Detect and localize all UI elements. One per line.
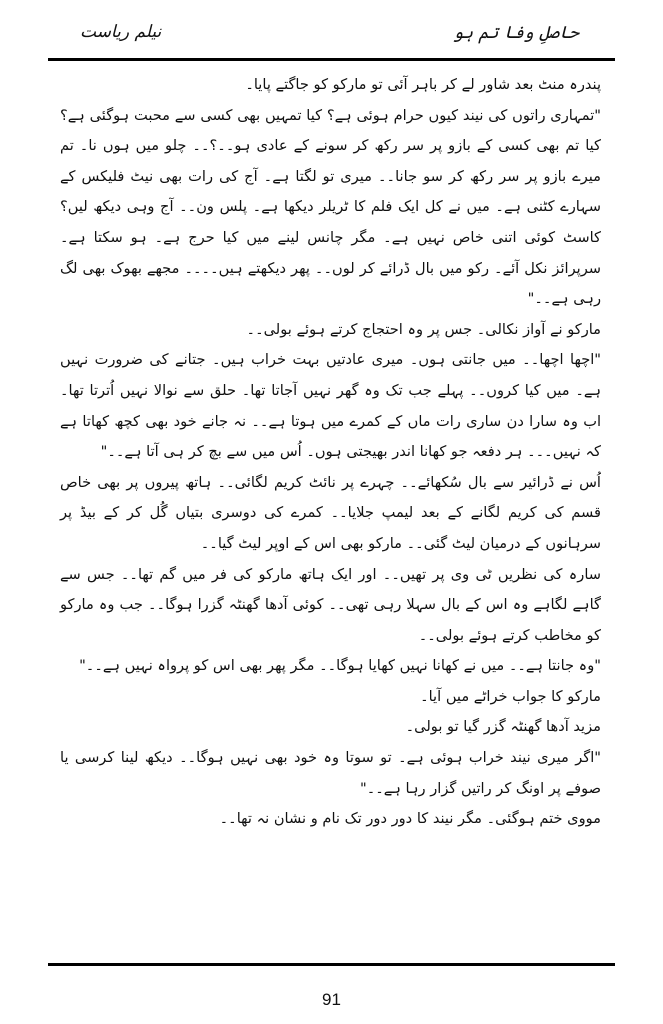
paragraph: مارکو کا جواب خراٹے میں آیا۔	[420, 687, 601, 705]
paragraph: سارہ کی نظریں ٹی وی پر تھیں۔۔ اور ایک ہاتھ مارکو کی فر میں گم تھا۔۔ جس سے گاہے لگاہے وہ اس کے بال سہلا رہی تھی۔۔ کوئی آدھا گھنٹہ گزرا ہوگا۔۔ جب وہ مارکو کو مخاطب کرتے ہوئے بولی۔۔	[60, 565, 601, 644]
paragraph: "اچھا اچھا۔۔ میں جانتی ہوں۔ میری عادتیں بہت خراب ہیں۔ جتانے کی ضرورت نہیں ہے۔ میں کیا کروں۔۔ پہلے جب تک وہ گھر نہیں آجاتا تھا۔ حلق سے نوالا نہیں اُترتا تھا۔ اب وہ سارا دن ساری رات ماں کے کمرے میں ہوتا ہے۔۔ نہ جانے خود بھی کچھ کھاتا ہے کہ نہیں۔۔۔ ہر دفعہ جو کھانا اندر بھیجتی ہوں۔ اُس میں سے بچ کر ہی آتا ہے۔۔"	[60, 351, 601, 461]
paragraph: مارکو نے آواز نکالی۔ جس پر وہ احتجاج کرتے ہوئے بولی۔۔	[246, 320, 601, 338]
paragraph: مووی ختم ہوگئی۔ مگر نیند کا دور دور تک نام و نشان نہ تھا۔۔	[219, 810, 601, 828]
page-body	[60, 70, 601, 835]
paragraph: مزید آدھا گھنٹہ گزر گیا تو بولی۔	[405, 718, 601, 736]
footer-divider	[48, 963, 615, 966]
paragraph: پندرہ منٹ بعد شاور لے کر باہر آئی تو مارکو کو جاگتے پایا۔	[245, 76, 601, 93]
page-number: 91	[322, 990, 341, 1009]
paragraph: اُس نے ڈرائیر سے بال سُکھائے۔۔ چہرے پر نائٹ کریم لگائی۔۔ ہاتھ پیروں پر بھی خاص قسم کی کریم لگانے کے بعد لیمپ جلایا۔۔ کمرے کی دوسری بتیاں گُل کر کے بیڈ پر سرہانوں کے درمیان لیٹ گئی۔۔ مارکو بھی اس کے اوپر لیٹ گیا۔۔	[60, 473, 601, 552]
page-header	[60, 14, 603, 54]
paragraph: "اگر میری نیند خراب ہوئی ہے۔ تو سوتا وہ خود بھی نہیں ہوگا۔۔ دیکھ لینا کرسی یا صوفے پر اونگ کر راتیں گزار رہا ہے۔۔"	[60, 749, 601, 797]
paragraph: "وہ جانتا ہے۔۔ میں نے کھانا نہیں کھایا ہوگا۔۔ مگر پھر بھی اس کو پرواہ نہیں ہے۔۔"	[79, 657, 601, 675]
book-title: حاصلِ وفا تم ہو	[453, 23, 579, 43]
author-name: نیلم ریاست	[80, 22, 162, 42]
paragraph: "تمہاری راتوں کی نیند کیوں حرام ہوئی ہے؟ کیا تمہیں بھی کسی سے محبت ہوگئی ہے؟ کیا تم بھی کسی کے بازو پر سر رکھ کر سونے کے عادی ہو۔۔؟۔۔ چلو میں ہوں نا۔ تم میرے بازو پر سر رکھ کر سو جانا۔۔ میری تو لگتا ہے۔ آج کی رات بھی نیٹ فلیکس کے سہارے کٹنی ہے۔ میں نے کل ایک فلم کا ٹریلر دیکھا ہے۔ پلس ون۔۔ آج وہی دیکھ لیں؟ کاسٹ کوئی اتنی خاص نہیں ہے۔ مگر چانس لینے میں کیا حرج ہے۔ ہو سکتا ہے۔ سرپرائز نکل آئے۔ رکو میں بال ڈرائے کر لوں۔۔ پھر دیکھتے ہیں۔۔۔۔ مجھے بھوک بھی لگ رہی ہے۔۔"	[60, 106, 601, 308]
header-divider	[48, 58, 615, 61]
